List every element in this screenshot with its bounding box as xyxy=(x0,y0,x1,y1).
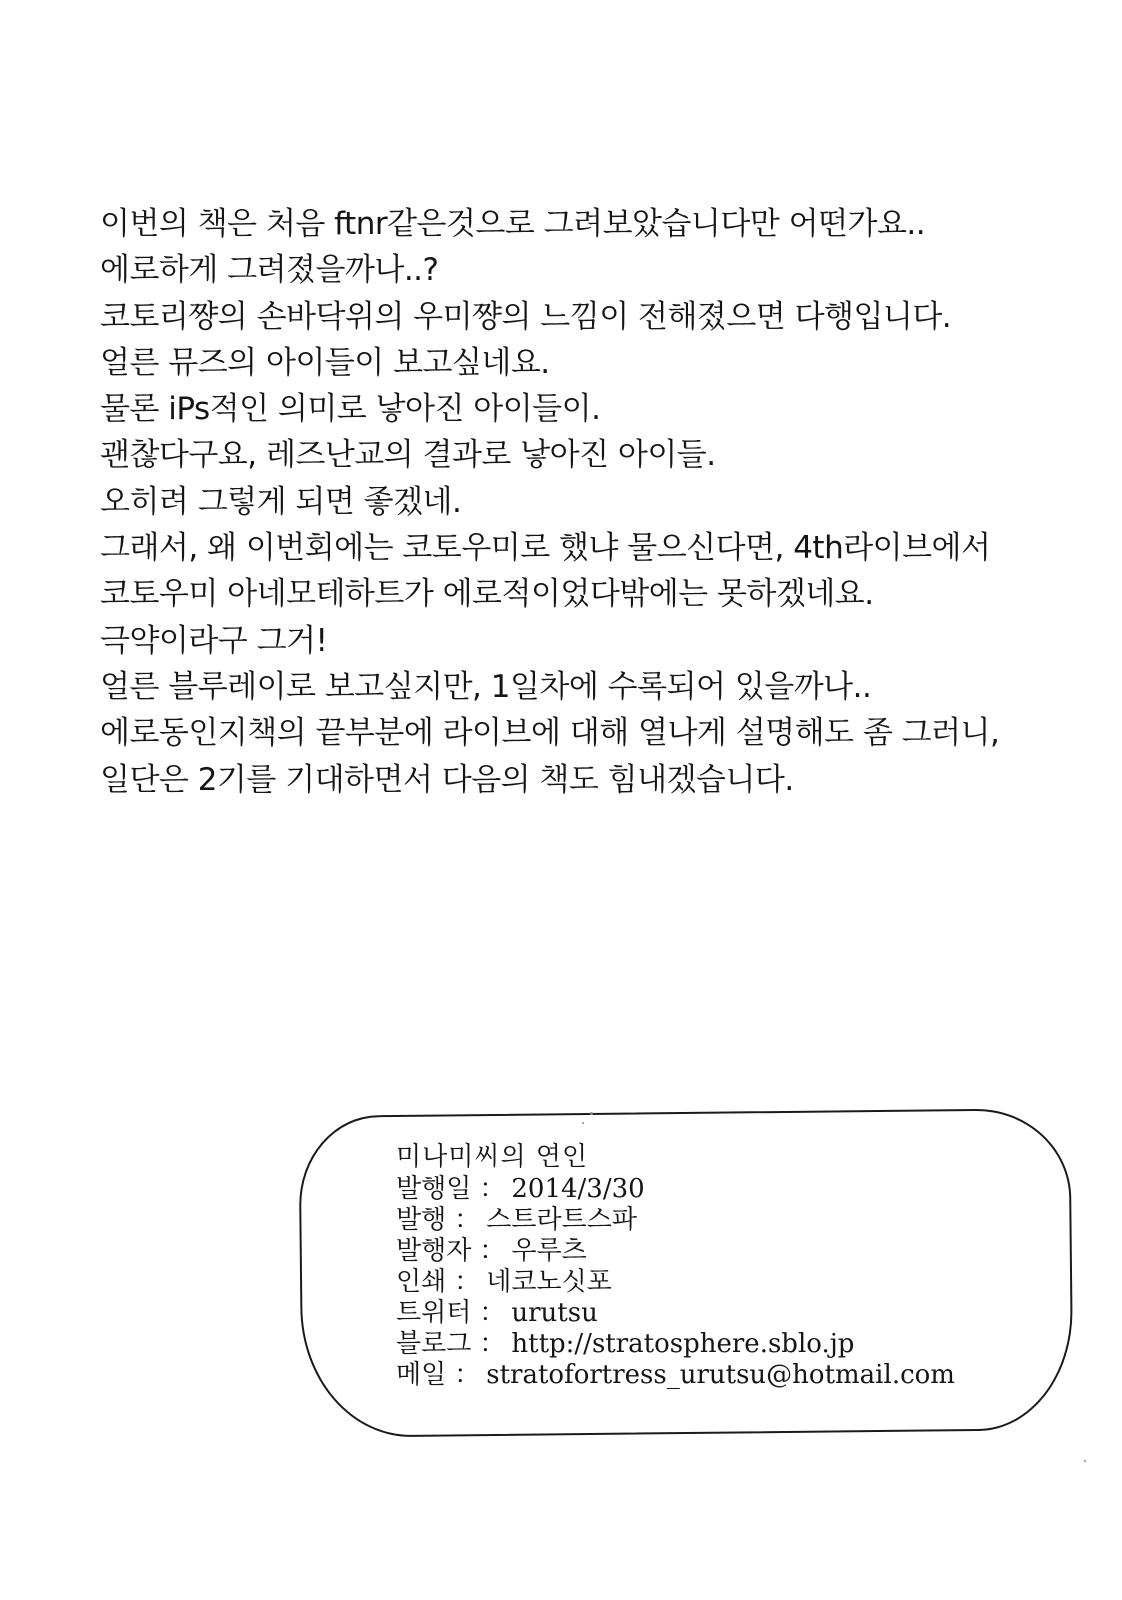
colophon-label: 트위터 xyxy=(396,1298,472,1328)
scan-speck xyxy=(590,1112,593,1115)
colophon-value: stratofortress_urutsu@hotmail.com xyxy=(486,1360,955,1390)
colophon-value: http://stratosphere.sblo.jp xyxy=(511,1329,855,1359)
colophon-label: 발행자 xyxy=(396,1236,472,1266)
book-title: 미나미씨의 연인 xyxy=(396,1142,589,1172)
afterword-line: 괜찮다구요, 레즈난교의 결과로 낳아진 아이들. xyxy=(100,437,716,474)
scan-speck xyxy=(1084,1460,1086,1462)
colophon-row-author xyxy=(396,1236,1036,1267)
colophon-row-email xyxy=(396,1360,1036,1391)
colophon-row-blog xyxy=(396,1329,1036,1360)
colophon-separator: ： xyxy=(479,1236,506,1266)
colophon-row-printer xyxy=(396,1267,1036,1298)
colophon-label: 인쇄 xyxy=(396,1267,447,1297)
colophon-separator: ： xyxy=(479,1329,506,1359)
afterword-line: 이번의 책은 처음 ftnr같은것으로 그려보았습니다만 어떤가요.. xyxy=(100,206,926,242)
colophon-label: 블로그 xyxy=(396,1329,472,1359)
afterword-line: 에로하게 그려졌을까나..? xyxy=(100,252,439,289)
colophon-value: urutsu xyxy=(511,1298,598,1328)
colophon-label: 발행 xyxy=(396,1205,447,1235)
afterword-line: 극약이라구 그거! xyxy=(100,622,328,659)
scan-speck xyxy=(582,1122,584,1124)
afterword-line: 일단은 2기를 기대하면서 다음의 책도 힘내겠습니다. xyxy=(100,761,794,798)
colophon-value: 스트라트스파 xyxy=(486,1205,637,1235)
colophon-label: 메일 xyxy=(396,1360,447,1390)
colophon-separator: ： xyxy=(454,1205,481,1235)
colophon xyxy=(396,1140,1036,1391)
colophon-row-publisher xyxy=(396,1205,1036,1236)
afterword-line: 얼른 블루레이로 보고싶지만, 1일차에 수록되어 있을까나.. xyxy=(100,668,872,705)
afterword-line: 그래서, 왜 이번회에는 코토우미로 했냐 물으신다면, 4th라이브에서 xyxy=(100,530,991,567)
colophon-value: 네코노싯포 xyxy=(486,1267,612,1297)
colophon-separator: ： xyxy=(454,1360,481,1390)
colophon-row-publish-date xyxy=(396,1174,1036,1205)
afterword-line: 에로동인지책의 끝부분에 라이브에 대해 열나게 설명해도 좀 그러니, xyxy=(100,715,1000,752)
afterword-text xyxy=(100,201,1060,803)
afterword-line: 얼른 뮤즈의 아이들이 보고싶네요. xyxy=(100,344,550,381)
afterword-line: 물론 iPs적인 의미로 낳아진 아이들이. xyxy=(100,391,601,428)
colophon-value: 2014/3/30 xyxy=(511,1174,645,1204)
afterword-line: 오히려 그렇게 되면 좋겠네. xyxy=(100,483,462,520)
afterword-line: 코토우미 아네모테하트가 에로적이었다밖에는 못하겠네요. xyxy=(100,576,874,613)
colophon-separator: ： xyxy=(479,1298,506,1328)
afterword-line: 코토리쨩의 손바닥위의 우미쨩의 느낌이 전해졌으면 다행입니다. xyxy=(100,298,952,335)
colophon-row-twitter xyxy=(396,1298,1036,1329)
colophon-label: 발행일 xyxy=(396,1174,472,1204)
colophon-separator: ： xyxy=(479,1174,506,1204)
colophon-value: 우루츠 xyxy=(511,1236,587,1266)
colophon-separator: ： xyxy=(454,1267,481,1297)
